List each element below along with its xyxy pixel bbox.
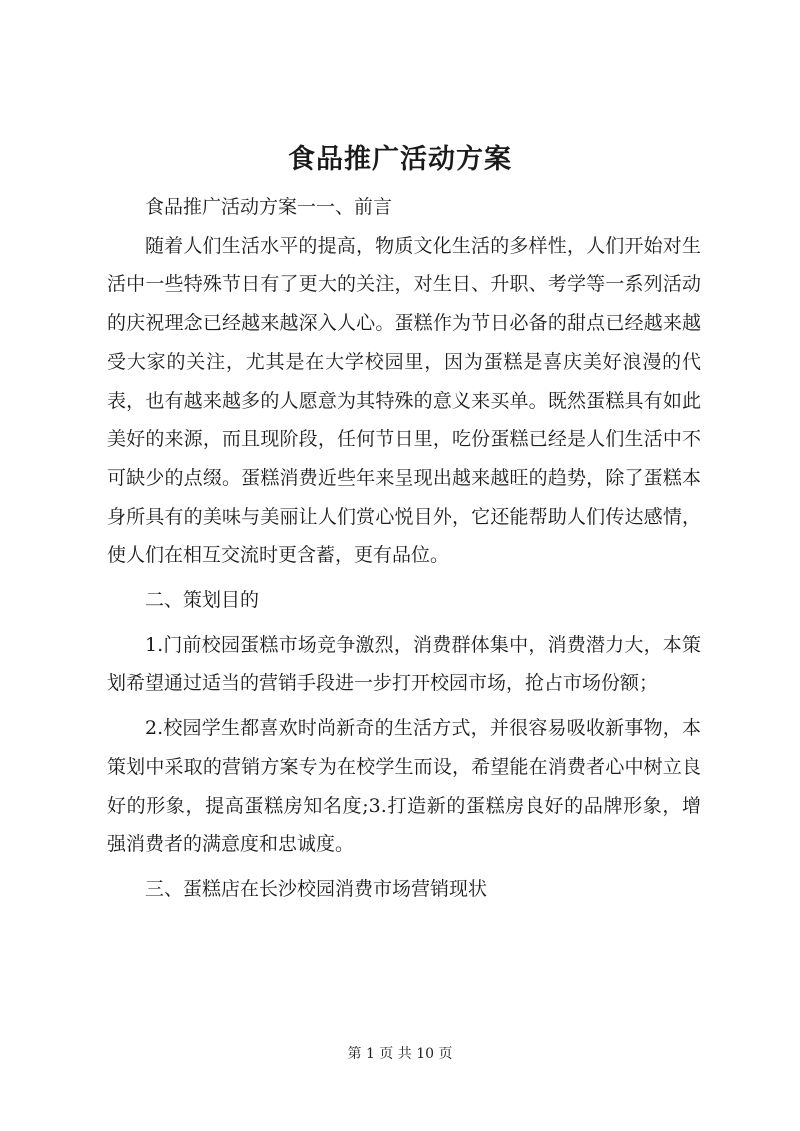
paragraph-goal-2-3: 2.校园学生都喜欢时尚新奇的生活方式，并很容易吸收新事物，本策划中采取的营销方案专为在校学生而设，希望能在消费者心中树立良好的形象，提高蛋糕房知名度;3.打造新的蛋糕房良好的品牌形象，增强消费者的满意度和忠诚度。 — [107, 717, 701, 856]
document-body — [107, 188, 701, 909]
paragraph-goal-1: 1.门前校园蛋糕市场竞争激烈，消费群体集中，消费潜力大，本策划希望通过适当的营销手段进一步打开校园市场，抢占市场份额； — [107, 633, 701, 695]
page-number-footer: 第 1 页 共 10 页 — [347, 1046, 453, 1062]
paragraph-intro-heading: 食品推广活动方案一一、前言 — [145, 196, 393, 218]
paragraph-section-2-heading: 二、策划目的 — [145, 589, 260, 612]
document-title: 食品推广活动方案 — [288, 144, 512, 175]
paragraph-section-3-heading: 三、蛋糕店在长沙校园消费市场营销现状 — [145, 877, 488, 900]
paragraph-preface: 随着人们生活水平的提高，物质文化生活的多样性，人们开始对生活中一些特殊节日有了更大的关注，对生日、升职、考学等一系列活动的庆祝理念已经越来越深入人心。蛋糕作为节日必备的甜点已经越来越受大家的关注，尤其是在大学校园里，因为蛋糕是喜庆美好浪漫的代表，也有越来越多的人愿意为其特殊的意义来买单。既然蛋糕具有如此美好的来源，而且现阶段，任何节日里，吃份蛋糕已经是人们生活中不可缺少的点缀。蛋糕消费近些年来呈现出越来越旺的趋势，除了蛋糕本身所具有的美味与美丽让人们赏心悦目外，它还能帮助人们传达感情，使人们在相互交流时更含蓄，更有品位。 — [107, 234, 701, 567]
